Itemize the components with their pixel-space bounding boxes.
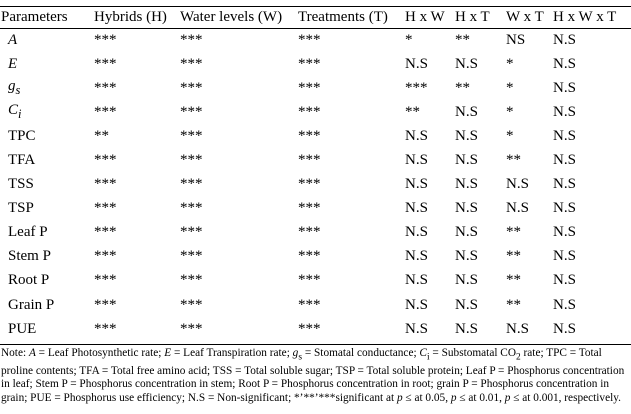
significance-cell: N.S xyxy=(455,200,478,217)
significance-cell: N.S xyxy=(553,296,576,313)
parameter-label: Root P xyxy=(8,272,50,289)
table-row xyxy=(0,76,631,100)
significance-cell: *** xyxy=(298,296,321,313)
parameter-label: TFA xyxy=(8,152,36,169)
table-row xyxy=(0,317,631,341)
significance-cell: *** xyxy=(94,320,117,337)
row-parameter xyxy=(0,76,89,100)
significance-cell: ** xyxy=(405,103,420,120)
significance-cell: N.S xyxy=(405,224,428,241)
note-p-symbol: p xyxy=(504,392,511,405)
significance-cell: *** xyxy=(298,55,321,72)
significance-cell: *** xyxy=(94,55,117,72)
note-g-symbol: g xyxy=(292,347,299,359)
note-abbreviations: rate; TPC = Total proline contents; TFA = Total free amino acid; TSS = Total soluble sugar; TSP = Total soluble protein; Leaf P = Phosphorus concentration in leaf; Stem P = Phosphorus concentration in stem; Root P = Phosphorus concentration in root; grain P = Phosphorus concentration in grain; PUE = Phosphorus use efficiency; N.S = Non-significant; *’**’***significant at xyxy=(1,347,625,405)
significance-cell: *** xyxy=(298,200,321,217)
row-parameter xyxy=(0,269,89,293)
significance-cell: *** xyxy=(180,248,203,265)
significance-cell: *** xyxy=(298,224,321,241)
significance-cell: NS xyxy=(506,31,526,48)
significance-cell: N.S xyxy=(405,55,428,72)
table-row xyxy=(0,52,631,76)
row-parameter xyxy=(0,245,89,269)
significance-cell: N.S xyxy=(506,320,529,337)
significance-cell: N.S xyxy=(405,296,428,313)
table-row xyxy=(0,148,631,172)
row-parameter xyxy=(0,293,89,317)
significance-cell: *** xyxy=(180,320,203,337)
significance-cell: N.S xyxy=(455,176,478,193)
significance-cell: *** xyxy=(180,200,203,217)
significance-cell: N.S xyxy=(553,31,576,48)
row-parameter xyxy=(0,52,89,76)
significance-cell: *** xyxy=(180,224,203,241)
parameter-symbol: g xyxy=(8,78,16,95)
significance-cell: *** xyxy=(180,31,203,48)
significance-cell: *** xyxy=(180,79,203,96)
significance-cell: *** xyxy=(180,152,203,169)
significance-cell: *** xyxy=(94,272,117,289)
significance-cell: N.S xyxy=(553,200,576,217)
parameter-subscript: s xyxy=(15,83,21,98)
significance-cell: *** xyxy=(94,200,117,217)
table-row xyxy=(0,124,631,148)
note-a-definition: = Leaf Photosynthetic rate; xyxy=(35,347,165,359)
note-c-definition: = Substomatal CO xyxy=(429,347,516,359)
significance-cell: *** xyxy=(298,272,321,289)
significance-cell: N.S xyxy=(405,200,428,217)
table-header xyxy=(0,7,631,28)
significance-cell: *** xyxy=(298,127,321,144)
note-a-symbol: A xyxy=(28,347,36,359)
significance-cell: *** xyxy=(180,55,203,72)
note-co2-subscript: 2 xyxy=(516,352,521,363)
significance-cell: *** xyxy=(298,320,321,337)
significance-cell: * xyxy=(506,55,514,72)
significance-cell: N.S xyxy=(553,248,576,265)
significance-cell: N.S xyxy=(455,224,478,241)
significance-cell: N.S xyxy=(455,152,478,169)
table-bottom-rule xyxy=(0,344,631,345)
significance-cell: *** xyxy=(180,272,203,289)
significance-cell: * xyxy=(506,127,514,144)
significance-cell: N.S xyxy=(553,272,576,289)
note-c-subscript: i xyxy=(426,352,430,363)
significance-cell: *** xyxy=(94,224,117,241)
significance-cell: N.S xyxy=(553,103,576,120)
note-threshold-001: ≤ at 0.01, xyxy=(456,392,505,405)
note-g-definition: = Stomatal conductance; xyxy=(302,347,420,359)
significance-cell: *** xyxy=(94,296,117,313)
row-parameter xyxy=(0,28,89,52)
significance-cell: N.S xyxy=(553,320,576,337)
significance-cell: ** xyxy=(506,152,521,169)
significance-cell: *** xyxy=(180,176,203,193)
parameter-label: Leaf P xyxy=(8,224,48,241)
parameter-subscript: i xyxy=(18,107,22,122)
significance-cell: N.S xyxy=(455,320,478,337)
note-e-symbol: E xyxy=(164,347,172,359)
header-water-levels: Water levels (W) xyxy=(180,9,283,25)
parameter-symbol: C xyxy=(8,102,19,119)
significance-cell: *** xyxy=(298,248,321,265)
significance-cell: * xyxy=(506,79,514,96)
significance-cell: N.S xyxy=(553,55,576,72)
significance-cell: *** xyxy=(94,79,117,96)
significance-cell: ** xyxy=(506,272,521,289)
note-threshold-005: ≤ at 0.05, xyxy=(402,392,451,405)
significance-cell: *** xyxy=(180,296,203,313)
significance-cell: *** xyxy=(94,152,117,169)
parameter-label: TSP xyxy=(8,200,34,217)
significance-cell: N.S xyxy=(455,55,478,72)
table-row xyxy=(0,197,631,221)
parameter-label: PUE xyxy=(8,320,37,337)
significance-cell: N.S xyxy=(553,176,576,193)
significance-cell: *** xyxy=(298,152,321,169)
note-e-definition: = Leaf Transpiration rate; xyxy=(171,347,293,359)
note-threshold-0001: ≤ at 0.001, respectively. xyxy=(510,392,621,405)
anova-significance-table xyxy=(0,7,631,341)
significance-cell: N.S xyxy=(405,176,428,193)
table-row xyxy=(0,293,631,317)
significance-cell: *** xyxy=(298,31,321,48)
significance-cell: N.S xyxy=(455,272,478,289)
significance-cell: *** xyxy=(94,103,117,120)
note-c-symbol: C xyxy=(419,347,427,359)
parameter-label: Stem P xyxy=(8,248,51,265)
row-parameter xyxy=(0,197,89,221)
significance-cell: N.S xyxy=(553,152,576,169)
row-parameter xyxy=(0,148,89,172)
row-parameter xyxy=(0,173,89,197)
row-parameter xyxy=(0,124,89,148)
significance-cell: N.S xyxy=(405,272,428,289)
significance-cell: N.S xyxy=(553,79,576,96)
significance-cell: N.S xyxy=(405,320,428,337)
parameter-label: TPC xyxy=(8,127,36,144)
significance-cell: N.S xyxy=(405,127,428,144)
table-row xyxy=(0,245,631,269)
significance-cell: *** xyxy=(94,31,117,48)
significance-cell: *** xyxy=(405,79,428,96)
significance-cell: N.S xyxy=(553,127,576,144)
table-footnote xyxy=(1,347,629,406)
table-row xyxy=(0,100,631,124)
significance-cell: N.S xyxy=(405,248,428,265)
significance-cell: N.S xyxy=(553,224,576,241)
significance-cell: N.S xyxy=(455,103,478,120)
significance-cell: ** xyxy=(506,248,521,265)
significance-cell: ** xyxy=(455,79,470,96)
significance-cell: *** xyxy=(94,176,117,193)
note-p-symbol: p xyxy=(450,392,457,405)
parameter-label: E xyxy=(8,55,18,72)
table-row xyxy=(0,28,631,52)
header-parameters: Parameters xyxy=(1,9,68,25)
row-parameter xyxy=(0,100,89,124)
note-g-subscript: s xyxy=(298,352,302,363)
significance-cell: *** xyxy=(298,103,321,120)
significance-cell: * xyxy=(405,31,413,48)
table-row xyxy=(0,269,631,293)
significance-cell: N.S xyxy=(455,127,478,144)
significance-cell: *** xyxy=(94,248,117,265)
row-parameter xyxy=(0,221,89,245)
header-hxw: H x W xyxy=(405,9,445,25)
header-hxwxt: H x W x T xyxy=(553,9,617,25)
significance-cell: *** xyxy=(180,127,203,144)
row-parameter xyxy=(0,317,89,341)
significance-cell: *** xyxy=(298,79,321,96)
table-body xyxy=(0,28,631,341)
table-row xyxy=(0,221,631,245)
header-hxt: H x T xyxy=(455,9,490,25)
significance-cell: N.S xyxy=(455,296,478,313)
significance-cell: ** xyxy=(506,296,521,313)
header-hybrids: Hybrids (H) xyxy=(94,9,167,25)
header-wxt: W x T xyxy=(506,9,544,25)
significance-cell: N.S xyxy=(506,200,529,217)
significance-cell: N.S xyxy=(455,248,478,265)
significance-cell: N.S xyxy=(405,152,428,169)
parameter-label: TSS xyxy=(8,176,34,193)
significance-cell: ** xyxy=(94,127,109,144)
significance-cell: * xyxy=(506,103,514,120)
parameter-label: A xyxy=(8,31,18,48)
note-lead: Note: xyxy=(1,347,29,359)
significance-cell: *** xyxy=(180,103,203,120)
significance-cell: ** xyxy=(455,31,470,48)
table-row xyxy=(0,173,631,197)
header-row xyxy=(0,7,631,28)
header-treatments: Treatments (T) xyxy=(298,9,388,25)
significance-cell: ** xyxy=(506,224,521,241)
significance-cell: N.S xyxy=(506,176,529,193)
parameter-label: Grain P xyxy=(8,296,55,313)
significance-cell: *** xyxy=(298,176,321,193)
note-p-symbol: p xyxy=(396,392,403,405)
